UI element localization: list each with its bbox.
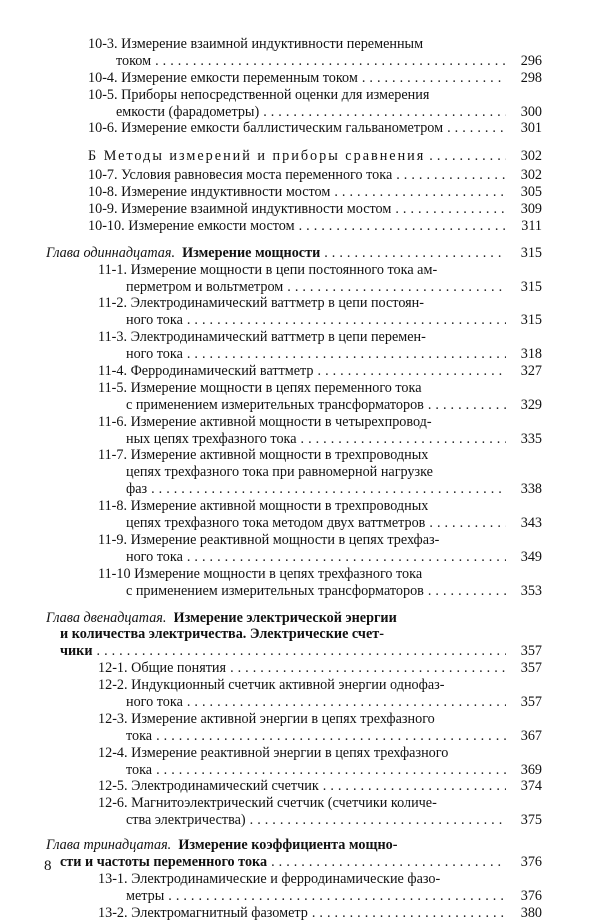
toc-entry-title: тока [126,727,153,744]
chapter-label: Глава тринадцатая. [46,837,179,854]
toc-entry-title: Измерение электрической энергии [173,609,397,626]
dot-leader [287,279,506,296]
dot-leader [187,346,506,363]
toc-page-number: 318 [520,346,542,363]
dot-leader [187,312,506,329]
toc-entry-title: 10-10. Измерение емкости мостом [88,217,295,234]
toc-line [46,167,542,184]
toc-chapter-entry [46,837,542,871]
toc-page-number: 374 [520,778,542,795]
toc-page-number: 305 [520,184,542,201]
toc-page-number: 357 [520,643,542,660]
toc-entry [46,36,542,70]
toc-entry-title: 12-2. Индукционный счетчик активной энергии однофаз- [98,677,445,694]
dot-leader [318,363,506,380]
toc-page-number: 311 [521,217,542,234]
toc-line [46,53,542,70]
dot-leader [428,583,506,600]
dot-leader [271,854,506,871]
dot-leader [299,218,506,235]
dot-leader [323,778,506,795]
dot-leader [156,762,506,779]
toc-line [46,694,542,711]
toc-page-number: 376 [520,853,542,870]
toc-entry-title: 11-8. Измерение активной мощности в трехпроводных [98,498,429,515]
toc-line [46,346,542,363]
dot-leader [429,515,506,532]
dot-leader [395,201,506,218]
toc-entry-title: 11-9. Измерение реактивной мощности в цепях трехфаз- [98,531,440,548]
page-number: 8 [44,858,52,874]
toc-line [46,245,542,262]
toc-entry [46,201,542,218]
toc-line [46,745,542,762]
toc-chapter-entry [46,610,542,661]
toc-entry-title: ного тока [126,548,183,565]
toc-entry-title: 11-7. Измерение активной мощности в трехпроводных [98,447,429,464]
toc-entry [46,329,542,363]
toc-entry-title: фаз [126,481,148,498]
toc-entry-title: ного тока [126,346,183,363]
toc-entry [46,871,542,905]
toc-line [46,120,542,137]
dot-leader [428,397,506,414]
toc-line [46,515,542,532]
toc-line [46,397,542,414]
dot-leader [155,53,506,70]
toc-line [46,660,542,677]
toc-line [46,888,542,905]
toc-page-number: 357 [520,693,542,710]
chapter-label: Глава одиннадцатая. [46,244,183,261]
toc-entry-title: 11-4. Ферродинамический ваттметр [98,363,314,380]
toc-page-number: 367 [520,727,542,744]
dot-leader [187,694,506,711]
toc-line [46,262,542,279]
toc-entry-title: 10-4. Измерение емкости переменным током [88,69,358,86]
toc-entry [46,677,542,711]
toc-entry [46,660,542,677]
toc-line [46,711,542,728]
toc-entry-title: 10-9. Измерение взаимной индуктивности мостом [88,201,392,218]
toc-line [46,778,542,795]
toc-entry-title: 12-4. Измерение реактивной энергии в цепях трехфазного [98,744,449,761]
toc-entry-title: 12-5. Электродинамический счетчик [98,778,319,795]
toc-entry [46,566,542,600]
toc-page-number: 335 [520,430,542,447]
dot-leader [312,905,506,922]
dot-leader [151,481,506,498]
toc-entry-title: емкости (фарадометры) [116,103,260,120]
toc-line [46,837,542,854]
toc-entry [46,167,542,184]
toc-line [46,201,542,218]
toc-entry-title: чики [60,643,93,660]
toc-entry [46,262,542,296]
toc-line [46,87,542,104]
toc-line [46,677,542,694]
toc-entry [46,218,542,235]
toc-line [46,905,542,922]
toc-line [46,566,542,583]
toc-entry-title: Измерение коэффициента мощно- [178,837,398,854]
toc-page-number: 309 [520,201,542,218]
toc-page-number: 369 [520,761,542,778]
toc-entry [46,70,542,87]
toc-page-number: 296 [520,52,542,69]
toc-line [46,532,542,549]
toc-line [46,363,542,380]
toc-line [46,626,542,643]
toc-entry-title: 10-6. Измерение емкости баллистическим гальванометром [88,120,444,137]
toc-line [46,104,542,121]
toc-entry-title: метры [126,887,165,904]
toc-entry-title: перметром и вольтметром [126,278,284,295]
toc-entry [46,295,542,329]
table-of-contents [46,36,542,922]
toc-entry-title: 10-8. Измерение индуктивности мостом [88,184,331,201]
toc-line [46,36,542,53]
toc-entry-title: 12-1. Общие понятия [98,660,227,677]
chapter-label: Глава двенадцатая. [46,609,174,626]
toc-line [46,447,542,464]
toc-line [46,295,542,312]
toc-line [46,312,542,329]
toc-entry-title: ства электричества) [126,812,246,829]
toc-line [46,812,542,829]
toc-entry [46,532,542,566]
toc-entry-title: с применением измерительных трансформаторов [126,396,424,413]
toc-entry-title: 13-2. Электромагнитный фазометр [98,904,308,921]
toc-entry-title: 10-5. Приборы непосредственной оценки для измерения [88,86,430,103]
toc-entry-title: ного тока [126,312,183,329]
toc-entry-title: током [116,52,152,69]
toc-chapter-entry [46,245,542,262]
toc-line [46,643,542,660]
toc-page-number: 298 [520,69,542,86]
toc-line [46,148,542,165]
toc-line [46,583,542,600]
toc-entry [46,745,542,779]
toc-page-number: 357 [520,660,542,677]
dot-leader [334,184,506,201]
dot-leader [301,431,506,448]
toc-entry-title: Измерение мощности [182,244,321,261]
toc-line [46,184,542,201]
toc-page-number: 338 [520,481,542,498]
toc-entry [46,498,542,532]
toc-entry [46,905,542,922]
toc-page-number: 380 [520,904,542,921]
dot-leader [250,812,506,829]
toc-page-number: 343 [520,515,542,532]
toc-line [46,728,542,745]
toc-line [46,795,542,812]
toc-entry [46,363,542,380]
dot-leader [156,728,506,745]
toc-entry-title: с применением измерительных трансформаторов [126,582,424,599]
toc-entry-title: и количества электричества. Электрические счет- [60,626,384,643]
toc-entry-title: 11-5. Измерение мощности в цепях переменного тока [98,379,422,396]
dot-leader [263,104,506,121]
toc-entry-title: цепях трехфазного тока методом двух ваттметров [126,515,426,532]
toc-entry [46,778,542,795]
toc-entry [46,120,542,137]
toc-line [46,70,542,87]
toc-entry-title: сти и частоты переменного тока [60,853,268,870]
toc-line [46,329,542,346]
toc-entry-title: Б Методы измерений и приборы сравнения [88,148,426,165]
toc-entry [46,184,542,201]
toc-section-entry [46,148,542,165]
toc-entry-title: 12-3. Измерение активной энергии в цепях трехфазного [98,710,435,727]
toc-page-number: 376 [520,887,542,904]
toc-entry [46,711,542,745]
dot-leader [324,245,506,262]
toc-line [46,464,542,481]
toc-page-number: 329 [520,396,542,413]
dot-leader [362,70,506,87]
dot-leader [97,643,506,660]
toc-entry-title: 11-2. Электродинамический ваттметр в цепи постоян- [98,295,424,312]
toc-page-number: 375 [520,812,542,829]
toc-page-number: 315 [520,278,542,295]
toc-entry-title: 13-1. Электродинамические и ферродинамические фазо- [98,870,441,887]
toc-line [46,431,542,448]
toc-entry-title: ного тока [126,693,183,710]
toc-entry-title: 11-1. Измерение мощности в цепи постоянного тока ам- [98,261,438,278]
toc-line [46,414,542,431]
toc-entry-title: ных цепях трехфазного тока [126,430,297,447]
toc-line [46,871,542,888]
toc-entry-title: 10-3. Измерение взаимной индуктивности переменным [88,36,424,52]
toc-page-number: 315 [520,312,542,329]
toc-line [46,610,542,627]
toc-line [46,549,542,566]
toc-entry [46,380,542,414]
toc-page-number: 300 [520,103,542,120]
dot-leader [187,549,506,566]
toc-entry-title: 10-7. Условия равновесия моста переменного тока [88,167,393,184]
dot-leader [168,888,506,905]
toc-entry [46,87,542,121]
toc-entry [46,795,542,829]
toc-page-number: 302 [520,148,542,165]
toc-line [46,481,542,498]
toc-page-number: 327 [520,363,542,380]
dot-leader [230,660,506,677]
toc-page-number: 315 [520,244,542,261]
dot-leader [447,120,506,137]
toc-line [46,218,542,235]
toc-line [46,279,542,296]
toc-page-number: 353 [520,582,542,599]
toc-page-number: 302 [520,167,542,184]
dot-leader [396,167,506,184]
toc-entry-title: 11-3. Электродинамический ваттметр в цепи перемен- [98,329,426,346]
toc-entry-title: тока [126,761,153,778]
toc-line [46,854,542,871]
toc-page-number: 301 [520,120,542,137]
toc-entry-title: цепях трехфазного тока при равномерной нагрузке [126,464,433,481]
toc-entry-title: 11-10 Измерение мощности в цепях трехфазного тока [98,565,423,582]
dot-leader [429,148,506,165]
toc-entry-title: 12-6. Магнитоэлектрический счетчик (счетчики количе- [98,795,437,812]
toc-entry-title: 11-6. Измерение активной мощности в четырехпровод- [98,413,432,430]
toc-line [46,380,542,397]
toc-line [46,762,542,779]
toc-entry [46,414,542,448]
toc-entry [46,447,542,498]
toc-page-number: 349 [520,548,542,565]
toc-line [46,498,542,515]
